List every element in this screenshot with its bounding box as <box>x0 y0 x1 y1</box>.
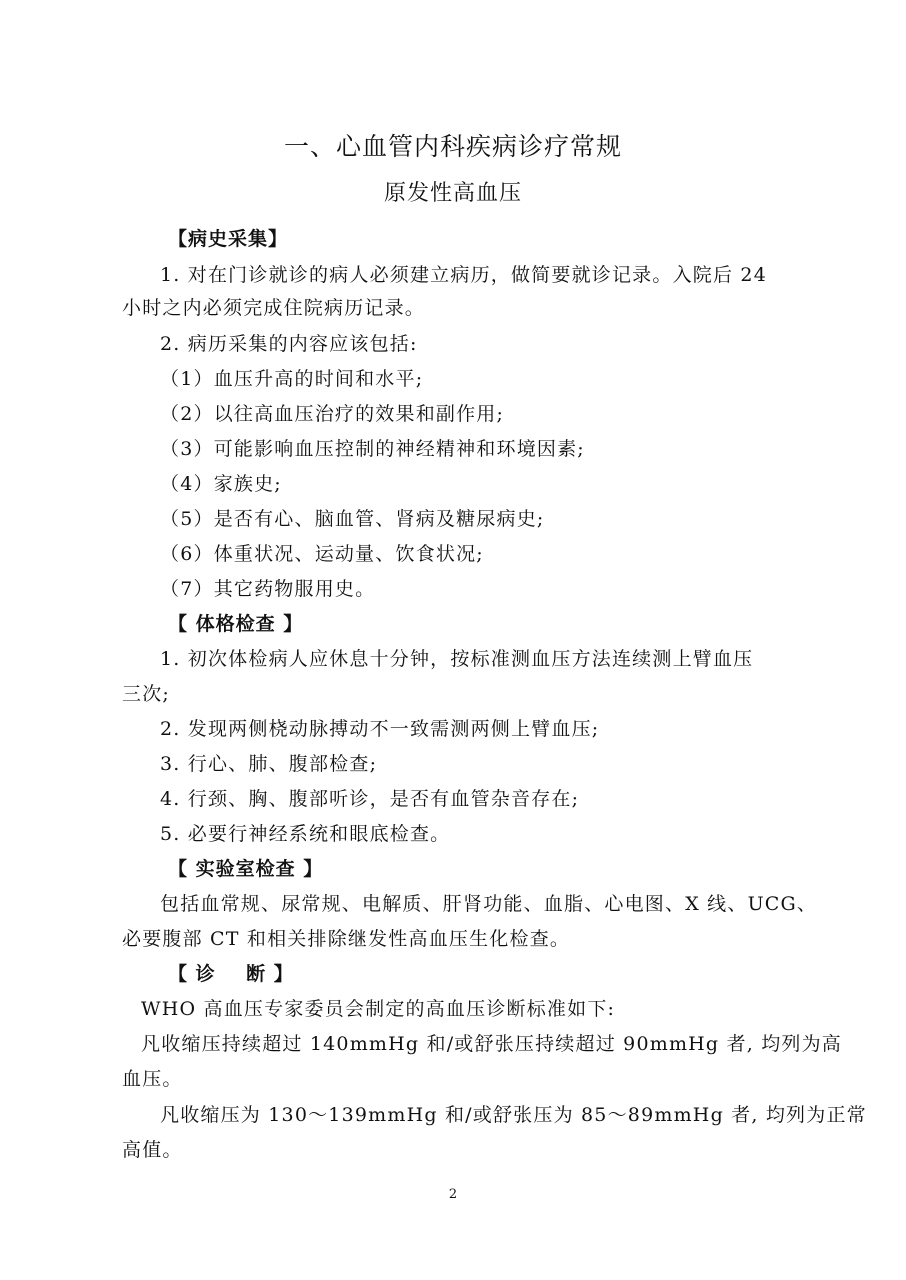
document-subtitle: 原发性高血压 <box>383 181 522 206</box>
physical-item-4: 4. 行颈、胸、腹部听诊，是否有血管杂音存在; <box>160 788 580 810</box>
lab-line-2: 必要腹部 CT 和相关排除继发性高血压生化检查。 <box>122 928 571 950</box>
history-subitem-7: （7）其它药物服用史。 <box>160 578 376 600</box>
history-subitem-3: （3）可能影响血压控制的神经精神和环境因素; <box>160 438 585 460</box>
history-item-2: 2. 病历采集的内容应该包括: <box>160 333 418 355</box>
physical-heading: 【 体格检查 】 <box>168 613 304 635</box>
diagnosis-line-3: 血压。 <box>122 1068 183 1090</box>
physical-item-3: 3. 行心、肺、腹部检查; <box>160 753 378 775</box>
history-subitem-1: （1）血压升高的时间和水平; <box>160 368 424 390</box>
physical-item-5: 5. 必要行神经系统和眼底检查。 <box>160 823 451 845</box>
history-item-1-line-1: 1. 对在门诊就诊的病人必须建立病历，做简要就诊记录。入院后 24 <box>160 264 767 286</box>
diagnosis-heading: 【 诊 断 】 <box>168 963 294 985</box>
page-number: 2 <box>448 1187 458 1202</box>
diagnosis-line-2: 凡收缩压持续超过 140mmHg 和/或舒张压持续超过 90mmHg 者, 均列为高 <box>141 1033 843 1055</box>
history-subitem-2: （2）以往高血压治疗的效果和副作用; <box>160 403 505 425</box>
document-title: 一、心血管内科疾病诊疗常规 <box>283 132 622 161</box>
diagnosis-line-1: WHO 高血压专家委员会制定的高血压诊断标准如下: <box>141 998 616 1020</box>
diagnosis-line-5: 高值。 <box>122 1139 183 1161</box>
diagnosis-line-4: 凡收缩压为 130～139mmHg 和/或舒张压为 85～89mmHg 者, 均列为正常 <box>160 1104 867 1126</box>
physical-item-1-line-1: 1. 初次体检病人应休息十分钟，按标准测血压方法连续测上臂血压 <box>160 648 754 670</box>
history-item-1-line-2: 小时之内必须完成住院病历记录。 <box>122 297 426 319</box>
history-heading: 【病史采集】 <box>168 228 289 250</box>
physical-item-1-line-2: 三次; <box>122 683 171 705</box>
history-subitem-6: （6）体重状况、运动量、饮食状况; <box>160 543 484 565</box>
history-subitem-5: （5）是否有心、脑血管、肾病及糖尿病史; <box>160 508 545 530</box>
physical-item-2: 2. 发现两侧桡动脉搏动不一致需测两侧上臂血压; <box>160 718 600 740</box>
lab-line-1: 包括血常规、尿常规、电解质、肝肾功能、血脂、心电图、X 线、UCG、 <box>160 893 818 915</box>
history-subitem-4: （4）家族史; <box>160 473 282 495</box>
lab-heading: 【 实验室检查 】 <box>168 858 324 880</box>
